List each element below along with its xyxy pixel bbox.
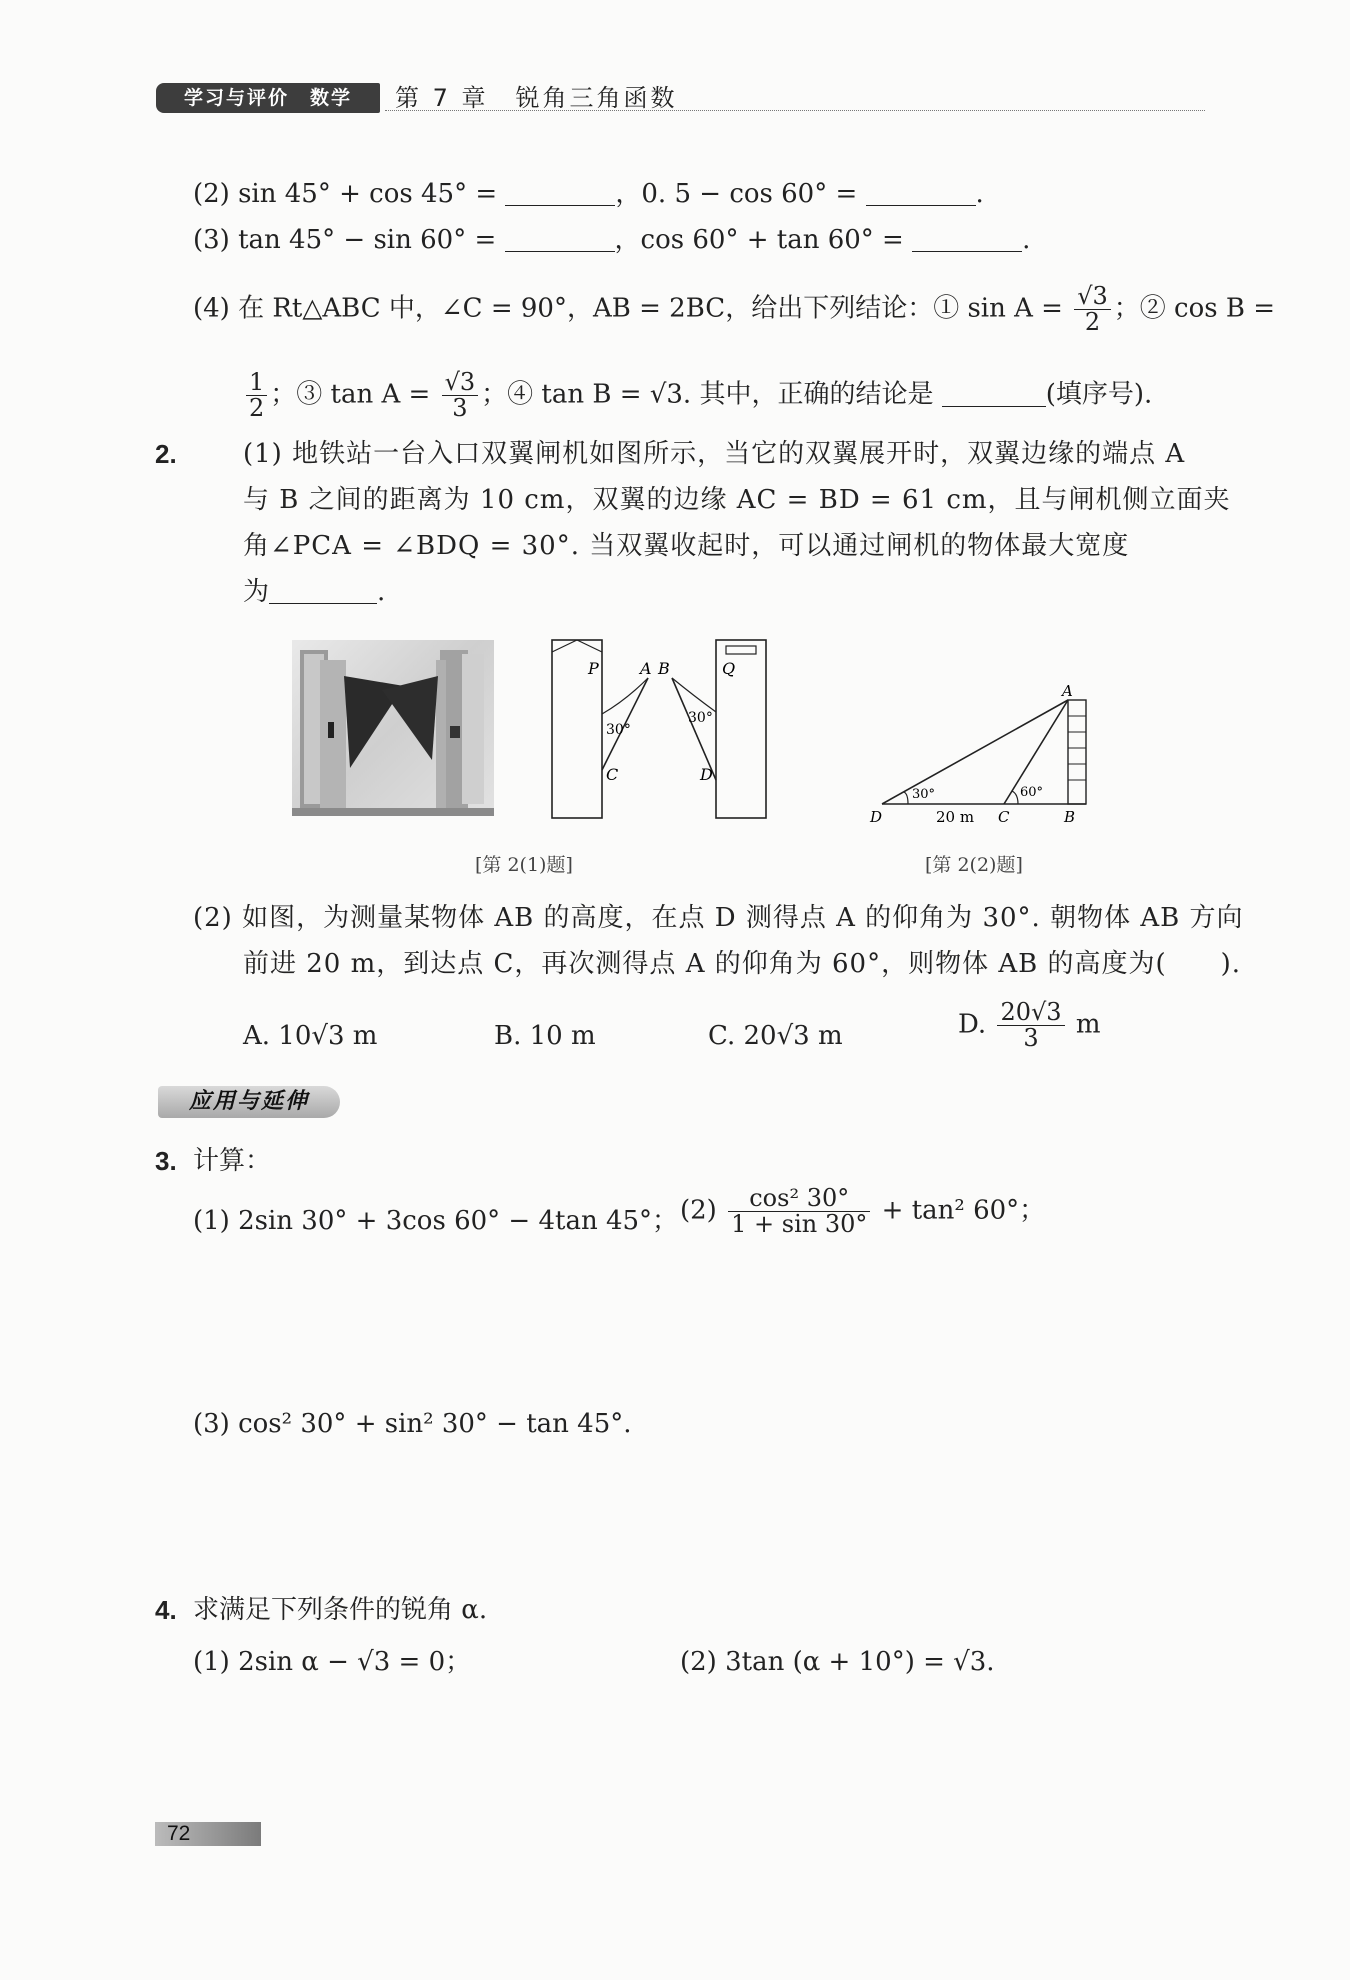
- q1-part4-line2: $\frac{1}{2}$ ；③ tan A = $\frac{√3}{3}$ ；④ tan B = √3. 其中，正确的结论是 (填序号).: [243, 370, 1152, 421]
- q3-number: 3.: [155, 1146, 177, 1176]
- label-p: P: [588, 659, 599, 678]
- q2-p1-line3: 角∠PCA = ∠BDQ = 30°. 当双翼收起时，可以通过闸机的物体最大宽度: [243, 531, 1130, 561]
- answer-blank: [912, 227, 1022, 252]
- q3-title: 计算：: [193, 1146, 272, 1176]
- q4-part1: (1) 2sin α − √3 = 0；: [193, 1647, 472, 1677]
- q1-part2: (2) sin 45° + cos 45° = ，0. 5 − cos 60° = .: [193, 179, 984, 209]
- option-d: D. $\frac{20√3}{3}$ m: [958, 998, 1101, 1053]
- book-title-badge: 学习与评价 数学: [156, 83, 380, 113]
- q1-part4-line1: (4) 在 Rt△ABC 中，∠C = 90°，AB = 2BC，给出下列结论：① sin A = $\frac{√3}{2}$ ；② cos B =: [193, 282, 1276, 337]
- turnstile-photo-drawing: [292, 640, 494, 816]
- label-a: A: [1062, 682, 1073, 700]
- gate-diagram: [540, 630, 780, 826]
- label-a: A: [640, 659, 652, 678]
- q3-part3: (3) cos² 30° + sin² 30° − tan 45°.: [193, 1409, 632, 1439]
- label-q: Q: [722, 659, 736, 678]
- option-a: A. 10√3 m: [243, 1021, 378, 1051]
- elevation-diagram: [868, 680, 1108, 830]
- q4-part2: (2) 3tan (α + 10°) = √3.: [680, 1647, 995, 1677]
- turnstile-photo: [292, 640, 494, 816]
- fraction: $\frac{1}{2}$: [246, 370, 267, 421]
- answer-blank: [942, 382, 1046, 407]
- fraction: $\frac{√3}{2}$: [1074, 284, 1111, 335]
- label-d: D: [870, 808, 883, 826]
- left-gate-top: [552, 640, 602, 652]
- left-arc: [602, 678, 648, 714]
- q4-title: 求满足下列条件的锐角 α.: [193, 1595, 488, 1625]
- fraction: $\frac{\text{cos² 30°}}{1 + \sin 30^\circ}$: [728, 1186, 870, 1237]
- q2-p1-line2: 与 B 之间的距离为 10 cm，双翼的边缘 AC = BD = 61 cm，且与闸机侧立面夹: [243, 485, 1231, 515]
- q2-p1-line1: (1) 地铁站一台入口双翼闸机如图所示，当它的双翼展开时，双翼边缘的端点 A: [243, 439, 1186, 469]
- angle-label-30: 30°: [912, 787, 936, 802]
- label-b: B: [1064, 808, 1076, 826]
- fraction: $\frac{√3}{3}$: [442, 370, 479, 421]
- q1-part3: (3) tan 45° − sin 60° = ，cos 60° + tan 60° = .: [193, 225, 1031, 255]
- q2-p2-line1: (2) 如图，为测量某物体 AB 的高度，在点 D 测得点 A 的仰角为 30°. 朝物体 AB 方向: [193, 903, 1244, 933]
- angle-label-left: 30°: [606, 722, 631, 738]
- q2-number: 2.: [155, 439, 177, 469]
- fig1-caption: [第 2(1)题]: [475, 854, 573, 876]
- q2-p2-line2: 前进 20 m，到达点 C，再次测得点 A 的仰角为 60°，则物体 AB 的高度为( ).: [243, 949, 1242, 979]
- q3-part1: (1) 2sin 30° + 3cos 60° − 4tan 45°；: [193, 1206, 679, 1236]
- option-b: B. 10 m: [494, 1021, 596, 1051]
- answer-blank: [505, 181, 615, 206]
- label-distance: 20 m: [936, 808, 975, 826]
- q4-number: 4.: [155, 1595, 177, 1625]
- answer-blank: [866, 181, 976, 206]
- fig2-caption: [第 2(2)题]: [925, 854, 1023, 876]
- label-c: C: [998, 808, 1010, 826]
- page-number: 72: [167, 1822, 191, 1845]
- right-gate-slot: [726, 646, 756, 654]
- option-c: C. 20√3 m: [708, 1021, 843, 1051]
- fraction: $\frac{20√3}{3}$: [997, 1000, 1064, 1051]
- label-d: D: [700, 765, 713, 784]
- q3-part2: (2) $\frac{\text{cos² 30°}}{1 + \sin 30^\circ}$ + tan² 60°；: [680, 1184, 1046, 1239]
- answer-blank: [269, 579, 377, 604]
- label-c: C: [606, 765, 619, 784]
- angle-label-right: 30°: [688, 710, 713, 726]
- chapter-title: 第 7 章 锐角三角函数: [395, 84, 678, 112]
- angle-label-60: 60°: [1020, 785, 1044, 800]
- label-b: B: [658, 659, 670, 678]
- header-divider: [385, 110, 1205, 111]
- q2-p1-line4: 为 .: [243, 577, 386, 607]
- section-heading: 应用与延伸: [158, 1086, 340, 1118]
- answer-blank: [505, 227, 615, 252]
